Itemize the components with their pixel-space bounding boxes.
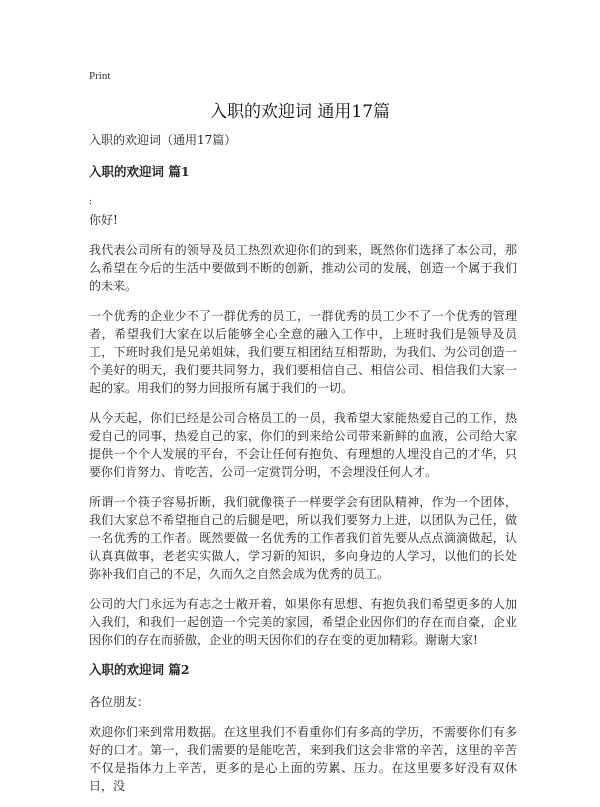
paragraph: 公司的大门永远为有志之士敞开着，如果你有思想、有抱负我们希望更多的人加入我们，和我们一起创造一个完美的家园，希望企业因你们的存在而自豪，企业因你们的存在而骄傲，企业的明天因你们的存在变的更加精彩。谢谢大家! (89, 597, 517, 647)
paragraph: 我代表公司所有的领导及员工热烈欢迎你们的到来，既然你们选择了本公司，那么希望在今后的生活中要做到不断的创新，推动公司的发展，创造一个属于我们的未来。 (89, 243, 517, 293)
section-heading-1: 入职的欢迎词 篇1 (89, 164, 190, 179)
section-mark: : (89, 197, 93, 207)
document-title: 入职的欢迎词 通用17篇 (209, 102, 391, 122)
paragraph: 一个优秀的企业少不了一群优秀的员工，一群优秀的员工少不了一个优秀的管理者，希望我们大家在以后能够全心全意的融入工作中，上班时我们是领导及员工，下班时我们是兄弟姐妹，我们要互相团结互相帮助，为我们、为公司创造一个美好的明天，我们要共同努力，我们要相信自己、相信公司、相信我们大家一起的家。用我们的努力回报所有属于我们的一切。 (89, 309, 517, 395)
greeting-2: 各位朋友： (89, 695, 150, 709)
paragraph: 从今天起，你们已经是公司合格员工的一员，我希望大家能热爱自己的工作，热爱自己的同事，热爱自己的家，你们的到来给公司带来新鲜的血液，公司给大家提供一个个人发展的平台，不会让任何有抱负、有理想的人埋没自己的才华，只要你们肯努力、肯吃苦，公司一定赏罚分明，不会埋没任何人才。 (89, 411, 517, 479)
greeting-1: 你好! (89, 213, 118, 227)
paragraph: 所谓一个筷子容易折断，我们就像筷子一样要学会有团队精神，作为一个团体，我们大家总不希望拖自己的后腿是吧，所以我们要努力上进，以团队为己任，做一名优秀的工作者。既然要做一名优秀的工作者我们首先要从点点滴滴做起，认认真真做事，老老实实做人，学习新的知识，多向身边的人学习，以他们的长处弥补我们自己的不足，久而久之自然会成为优秀的员工。 (89, 495, 517, 581)
paragraph: 欢迎你们来到常用数据。在这里我们不看重你们有多高的学历，不需要你们有多好的口才。第一，我们需要的是能吃苦，来到我们这会非常的辛苦，这里的辛苦不仅是指体力上辛苦，更多的是心上面的劳累、压力。在这里要多好没有双休日，没 (89, 725, 517, 793)
document-body (89, 131, 517, 807)
print-label[interactable]: Print (89, 70, 111, 82)
document-subtitle: 入职的欢迎词（通用17篇） (89, 133, 237, 147)
section-heading-2: 入职的欢迎词 篇2 (89, 662, 190, 677)
